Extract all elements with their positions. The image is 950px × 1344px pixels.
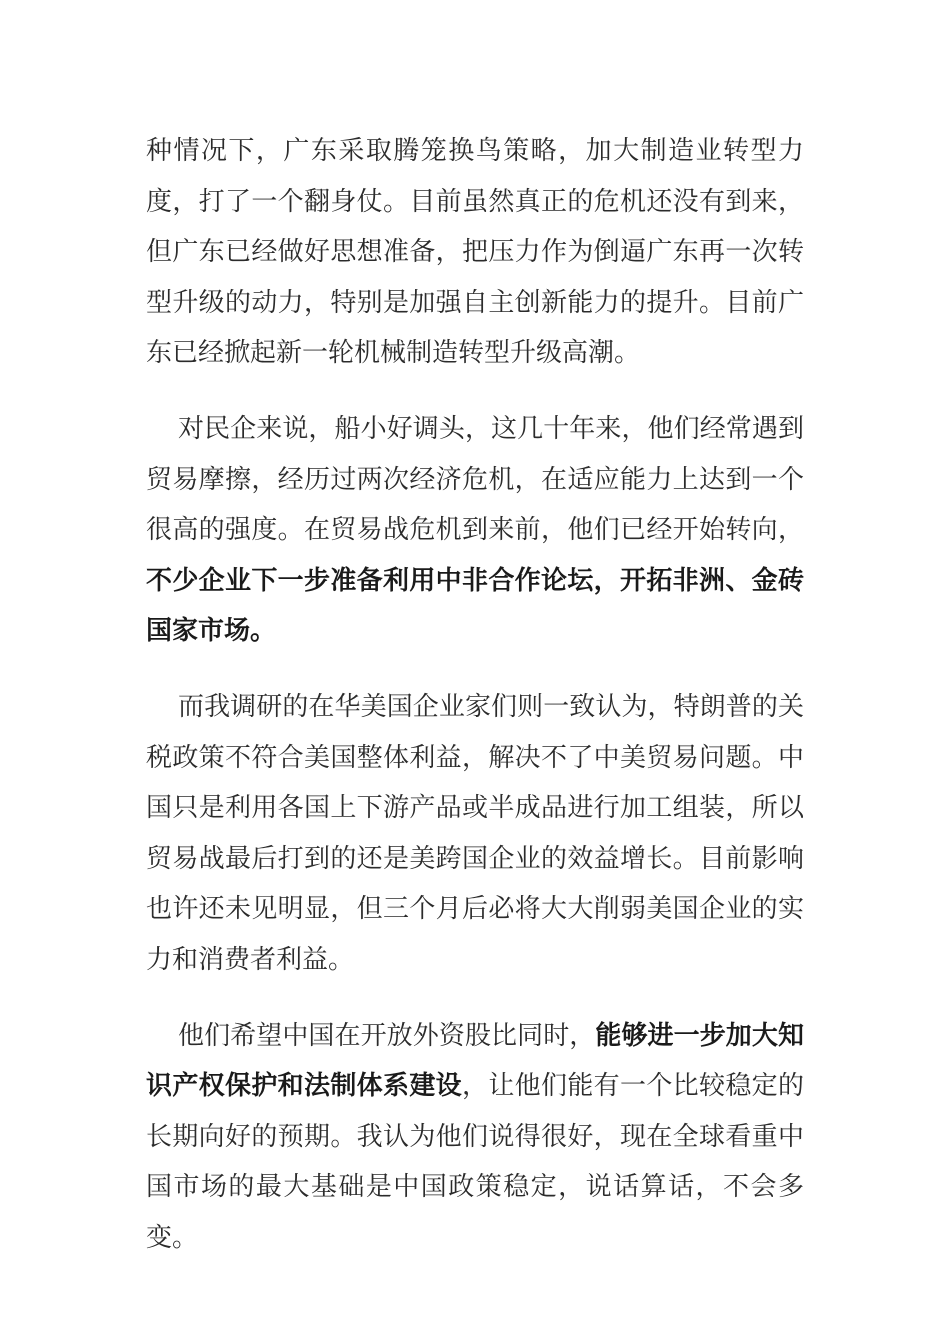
paragraph-text: 种情况下，广东采取腾笼换鸟策略，加大制造业转型力度，打了一个翻身仗。目前虽然真正的危机还没有到来，但广东已经做好思想准备，把压力作为倒逼广东再一次转型升级的动力，特别是加强自主创新能力的提升。目前广东已经掀起新一轮机械制造转型升级高潮。 [146,136,804,369]
paragraph-ip-protection [146,1011,804,1264]
paragraph-text: 而我调研的在华美国企业家们则一致认为，特朗普的关税政策不符合美国整体利益，解决不了中美贸易问题。中国只是利用各国上下游产品或半成品进行加工组装，所以贸易战最后打到的还是美跨国企业的效益增长。目前影响也许还未见明显，但三个月后必将大大削弱美国企业的实力和消费者利益。 [146,691,804,975]
paragraph-guangdong-transformation [146,126,804,379]
article-body [146,126,804,1288]
paragraph-text: ，让他们能有一个比较稳定的长期向好的预期。我认为他们说得很好，现在全球看重中国市场的最大基础是中国政策稳定，说话算话，不会多变。 [146,1071,804,1253]
paragraph-us-entrepreneurs [146,682,804,986]
bold-emphasis-text: 不少企业下一步准备利用中非合作论坛，开拓非洲、金砖国家市场。 [146,565,804,647]
paragraph-private-enterprises [146,404,804,657]
paragraph-text: 对民企来说，船小好调头，这几十年来，他们经常遇到贸易摩擦，经历过两次经济危机，在适应能力上达到一个很高的强度。在贸易战危机到来前，他们已经开始转向， [146,413,804,546]
paragraph-text: 他们希望中国在开放外资股比同时， [178,1020,596,1051]
bold-emphasis-text: 能够进一步加大知识产权保护和法制体系建设 [146,1020,804,1102]
